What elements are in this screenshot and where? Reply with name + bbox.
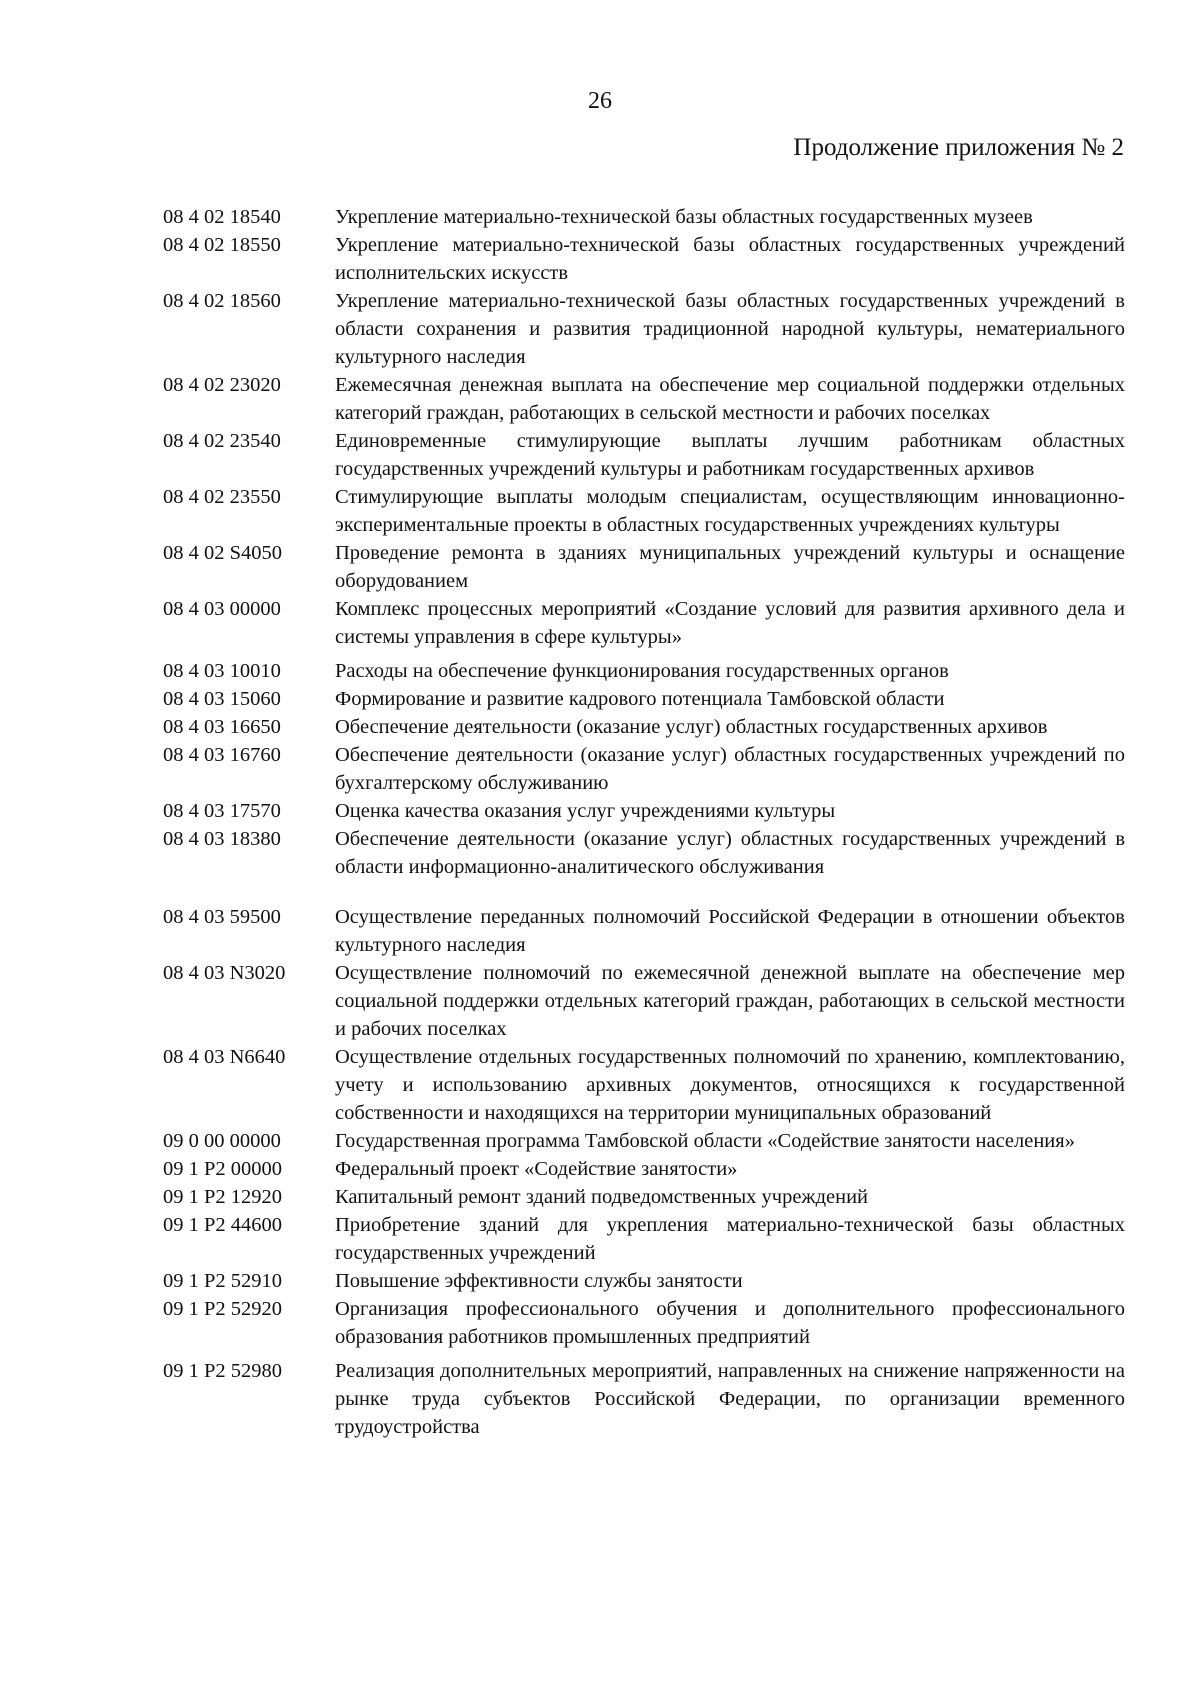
budget-description: Ежемесячная денежная выплата на обеспечение мер социальной поддержки отдельных категорий граждан, работающих в сельской местности и рабочих поселках [335,374,1125,424]
budget-code: 08 4 02 18540 [163,206,281,228]
budget-description: Приобретение зданий для укрепления материально-технической базы областных государственных учреждений [335,1214,1125,1264]
budget-description: Укрепление материально-технической базы областных государственных музеев [335,206,1033,228]
budget-code: 08 4 03 17570 [163,800,281,822]
budget-code: 08 4 03 15060 [163,688,281,710]
budget-description: Повышение эффективности службы занятости [335,1270,743,1292]
budget-code: 09 1 P2 00000 [163,1158,283,1180]
budget-code: 08 4 03 59500 [163,906,281,928]
list-item [163,1127,1125,1155]
budget-code: 08 4 03 N3020 [163,962,286,984]
budget-description: Обеспечение деятельности (оказание услуг) областных государственных архивов [335,716,1048,738]
list-item [163,371,1125,427]
list-item [163,595,1125,651]
budget-description: Формирование и развитие кадрового потенциала Тамбовской области [335,688,945,710]
budget-description: Оценка качества оказания услуг учреждениями культуры [335,800,836,822]
list-item [163,231,1125,287]
list-item [163,825,1125,881]
budget-code: 08 4 03 16650 [163,716,281,738]
list-item [163,1155,1125,1183]
list-item [163,1043,1125,1127]
budget-description: Осуществление отдельных государственных полномочий по хранению, комплектованию, учету и использованию архивных документов, относящихся к государственной собственности и находящихся на территории муниципальных образований [335,1046,1125,1124]
budget-code: 08 4 02 18560 [163,290,281,312]
budget-code: 09 1 P2 52980 [163,1360,283,1382]
appendix-continuation-title: Продолжение приложения № 2 [793,134,1124,161]
budget-description: Укрепление материально-технической базы областных государственных учреждений исполнительских искусств [335,234,1125,284]
list-item [163,1211,1125,1267]
budget-code: 08 4 03 16760 [163,744,281,766]
budget-description: Стимулирующие выплаты молодым специалистам, осуществляющим инновационно-экспериментальные проекты в областных государственных учреждениях культуры [335,486,1125,536]
list-item [163,287,1125,371]
budget-code: 09 0 00 00000 [163,1130,281,1152]
list-item [163,741,1125,797]
budget-description: Обеспечение деятельности (оказание услуг) областных государственных учреждений по бухгалтерскому обслуживанию [335,744,1125,794]
budget-code: 08 4 03 18380 [163,828,281,850]
budget-description: Обеспечение деятельности (оказание услуг) областных государственных учреждений в области информационно-аналитического обслуживания [335,828,1125,878]
budget-code: 08 4 02 18550 [163,234,281,256]
list-item [163,1267,1125,1295]
list-item [163,903,1125,959]
budget-code: 08 4 03 N6640 [163,1046,286,1068]
budget-description: Укрепление материально-технической базы областных государственных учреждений в области сохранения и развития традиционной народной культуры, нематериального культурного наследия [335,290,1125,368]
list-item [163,483,1125,539]
budget-code: 09 1 P2 12920 [163,1186,283,1208]
budget-description: Организация профессионального обучения и дополнительного профессионального образования работников промышленных предприятий [335,1298,1125,1348]
list-item [163,657,1125,685]
budget-description: Осуществление полномочий по ежемесячной денежной выплате на обеспечение мер социальной поддержки отдельных категорий граждан, работающих в сельской местности и рабочих поселках [335,962,1125,1040]
budget-description: Государственная программа Тамбовской области «Содействие занятости населения» [335,1130,1075,1152]
list-item [163,959,1125,1043]
budget-code: 08 4 02 S4050 [163,542,283,564]
budget-description: Расходы на обеспечение функционирования государственных органов [335,660,949,682]
list-item [163,685,1125,713]
budget-description: Комплекс процессных мероприятий «Создание условий для развития архивного дела и системы управления в сфере культуры» [335,598,1125,648]
budget-description: Проведение ремонта в зданиях муниципальных учреждений культуры и оснащение оборудованием [335,542,1125,592]
list-item [163,797,1125,825]
list-item [163,539,1125,595]
budget-code: 08 4 02 23550 [163,486,281,508]
budget-description: Федеральный проект «Содействие занятости» [335,1158,738,1180]
budget-code: 08 4 03 10010 [163,660,281,682]
budget-description: Капитальный ремонт зданий подведомственных учреждений [335,1186,869,1208]
budget-code: 09 1 P2 44600 [163,1214,283,1236]
page-number: 26 [588,88,612,114]
budget-description: Единовременные стимулирующие выплаты лучшим работникам областных государственных учреждений культуры и работникам государственных архивов [335,430,1125,480]
budget-code: 09 1 P2 52920 [163,1298,283,1320]
list-item [163,713,1125,741]
list-item [163,1295,1125,1351]
budget-description: Реализация дополнительных мероприятий, направленных на снижение напряженности на рынке труда субъектов Российской Федерации, по организации временного трудоустройства [335,1360,1125,1438]
budget-code: 08 4 02 23540 [163,430,281,452]
list-item [163,1357,1125,1441]
budget-code-list [163,203,1125,1441]
budget-code: 09 1 P2 52910 [163,1270,283,1292]
list-item [163,1183,1125,1211]
budget-code: 08 4 03 00000 [163,598,281,620]
budget-code: 08 4 02 23020 [163,374,281,396]
list-item [163,427,1125,483]
budget-description: Осуществление переданных полномочий Российской Федерации в отношении объектов культурного наследия [335,906,1125,956]
list-item [163,203,1125,231]
